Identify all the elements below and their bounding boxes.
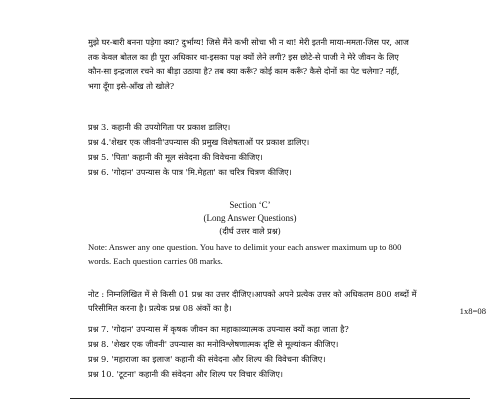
note-english-line: Note: Answer any one question. You have to delimit your each answer maximum up to 800 xyxy=(88,242,402,252)
note-hindi-line: नोट : निम्नलिखित में से किसी 01 प्रश्न का उत्तर दीजिए।आपको अपने प्रत्येक उत्तर को अधिकतम 800 शब्दों में xyxy=(88,289,417,299)
question-3: प्रश्न 3. कहानी की उपयोगिता पर प्रकाश डालिए। xyxy=(88,122,231,132)
question-5: प्रश्न 5. 'पिता' कहानी की मूल संवेदना की विवेचना कीजिए। xyxy=(88,152,263,162)
note-hindi xyxy=(88,287,490,315)
note-hindi-line: परिसीमित करना है। प्रत्येक प्रश्न 08 अंकों का है। xyxy=(88,303,232,313)
footer-divider xyxy=(70,398,470,399)
intro-line: मुझे घर-बारी बनना पड़ेगा क्या? दुर्भाग्य! जिसे मैंने कभी सोचा भी न था! मेरी इतनी माया-ममता-जिस पर, आज xyxy=(88,37,409,47)
section-hindi-subtitle: (दीर्घ उत्तर वाले प्रश्न) xyxy=(219,226,281,236)
question-7: प्रश्न 7. 'गोदान' उपन्यास में कृषक जीवन का महाकाव्यात्मक उपन्यास क्यों कहा जाता है? xyxy=(88,324,349,334)
marks-label: 1x8=08 xyxy=(459,306,486,316)
question-6: प्रश्न 6. 'गोदान' उपन्यास के पात्र 'मि.मेहता' का चरित्र चित्रण कीजिए। xyxy=(88,167,292,177)
intro-paragraph xyxy=(88,35,480,93)
section-title: Section ‘C’ xyxy=(229,200,271,210)
question-10: प्रश्न 10. 'टूटना' कहानी की संवेदना और शिल्प पर विचार कीजिए। xyxy=(88,369,283,379)
question-4: प्रश्न 4.'शेखर एक जीवनी'उपन्यास की प्रमुख विशेषताओं पर प्रकाश डालिए। xyxy=(88,137,310,147)
intro-line: तक केवल बोतल का ही पूरा अधिकार था-इसका पक्ष क्यों लेने लगी? इस छोटे-से पाजी ने मेरे जीवन के लिए xyxy=(88,51,399,62)
question-9: प्रश्न 9. 'महाराजा का इलाज' कहानी की संवेदना और शिल्प की विवेचना कीजिए। xyxy=(88,354,326,364)
section-subtitle: (Long Answer Questions) xyxy=(203,213,297,223)
note-english xyxy=(88,240,488,268)
intro-line: कौन-सा इन्द्रजाल रचने का बीड़ा उठाया है? तब क्या करूँ? कोई काम करूँ? कैसे दोनों का पेट चलेगा? नहीं, xyxy=(88,66,400,76)
note-english-line: words. Each question carries 08 marks. xyxy=(88,256,223,266)
question-8: प्रश्न 8. 'शेखर एक जीवनी' उपन्यास का मनोविश्लेषणात्मक दृष्टि से मूल्यांकन कीजिए। xyxy=(88,339,339,349)
intro-line: भगा दूँगा इसे-आँख तो खोले? xyxy=(88,80,175,91)
